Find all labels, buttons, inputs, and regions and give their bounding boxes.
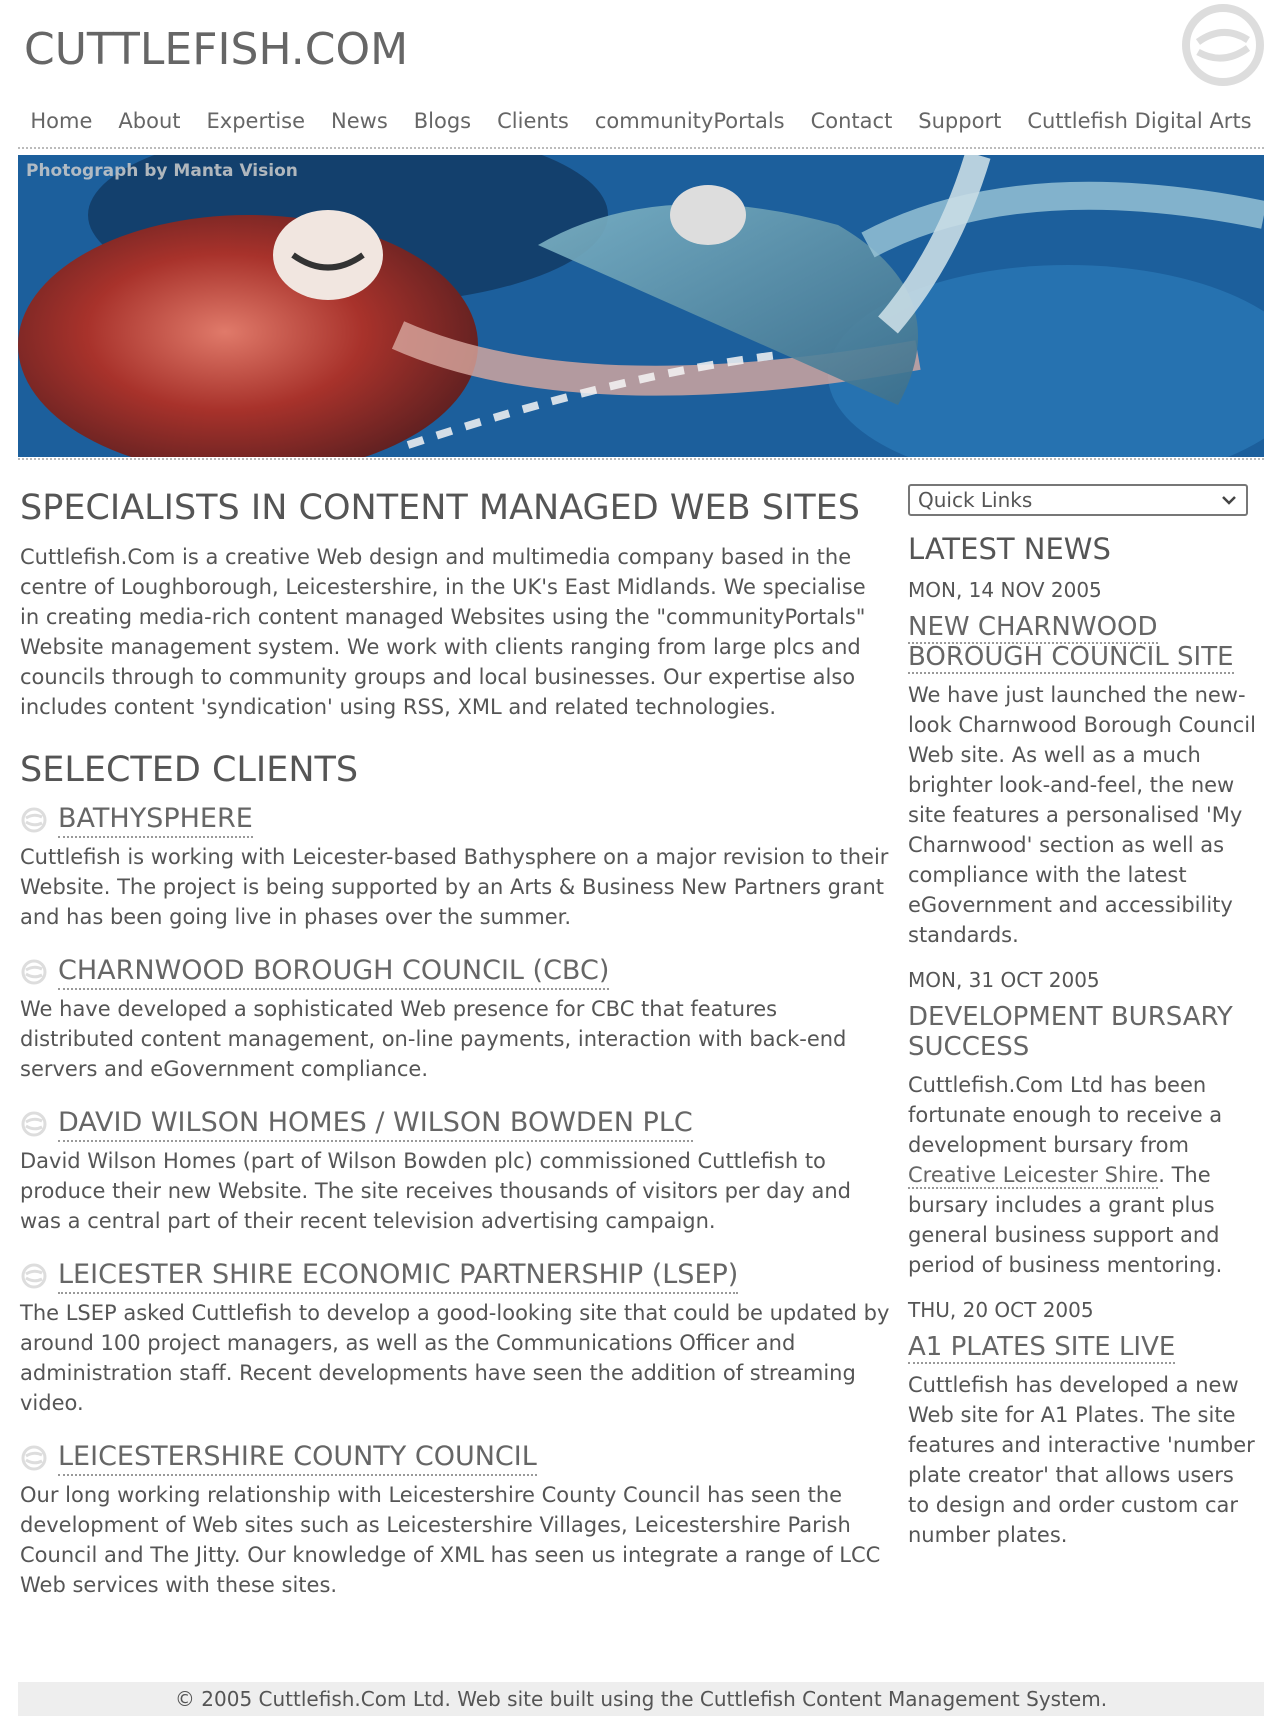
news-body-text: Cuttlefish.Com Ltd has been fortunate enough to receive a development bursary from bbox=[908, 1073, 1223, 1157]
banner-divider bbox=[18, 458, 1264, 460]
chevron-down-icon bbox=[1220, 491, 1238, 509]
nav-home[interactable]: Home bbox=[30, 109, 93, 133]
main-nav bbox=[18, 105, 1264, 149]
client-item bbox=[20, 954, 890, 1084]
photo-credit: Photograph by Manta Vision bbox=[26, 161, 298, 181]
client-description: We have developed a sophisticated Web presence for CBC that features distributed content management, on-line payments, interaction with back-end servers and eGovernment compliance. bbox=[20, 997, 847, 1081]
news-body: Cuttlefish has developed a new Web site for A1 Plates. The site features and interactive 'number plate creator' that allows users to design and order custom car number plates. bbox=[908, 1373, 1255, 1547]
news-body: We have just launched the new-look Charnwood Borough Council Web site. As well as a much brighter look-and-feel, the new site features a personalised 'My Charnwood' section as well as compliance with the latest eGovernment and accessibility standards. bbox=[908, 683, 1256, 947]
client-link-bathysphere[interactable]: BATHYSPHERE bbox=[58, 802, 253, 838]
news-date: MON, 31 OCT 2005 bbox=[908, 968, 1100, 992]
quick-links-select[interactable] bbox=[908, 484, 1248, 516]
site-header bbox=[0, 0, 1280, 100]
client-item bbox=[20, 802, 890, 932]
hero-banner bbox=[18, 155, 1264, 457]
quick-links-label: Quick Links bbox=[918, 488, 1033, 512]
nav-blogs[interactable]: Blogs bbox=[413, 109, 472, 133]
client-item bbox=[20, 1106, 890, 1236]
client-description: Our long working relationship with Leicestershire County Council has seen the development of Web sites such as Leicestershire Villages, Leicestershire Parish Council and The Jitty. Our knowledge of XML has seen us integrate a range of LCC Web services with these sites. bbox=[20, 1483, 881, 1597]
news-item bbox=[908, 968, 1260, 1280]
client-description: The LSEP asked Cuttlefish to develop a good-looking site that could be updated by around 100 project managers, as well as the Communications Officer and administration staff. Recent developments have seen the addition of streaming video. bbox=[20, 1301, 890, 1415]
client-link-lsep[interactable]: LEICESTER SHIRE ECONOMIC PARTNERSHIP (LSEP) bbox=[58, 1258, 738, 1294]
news-item bbox=[908, 578, 1260, 950]
nav-about[interactable]: About bbox=[118, 109, 181, 133]
cuttlefish-photo bbox=[18, 155, 1264, 457]
news-title-link[interactable]: A1 PLATES SITE LIVE bbox=[908, 1332, 1176, 1362]
client-link-leicestershire-cc[interactable]: LEICESTERSHIRE COUNTY COUNCIL bbox=[58, 1440, 537, 1476]
cuttlefish-bullet-icon bbox=[20, 1110, 48, 1138]
news-date: MON, 14 NOV 2005 bbox=[908, 578, 1102, 602]
nav-expertise[interactable]: Expertise bbox=[206, 109, 306, 133]
news-body-text: . The bursary includes a grant plus general business support and period of business mentoring. bbox=[908, 1163, 1223, 1277]
client-description: David Wilson Homes (part of Wilson Bowden plc) commissioned Cuttlefish to produce their new Website. The site receives thousands of visitors per day and was a central part of their recent television advertising campaign. bbox=[20, 1149, 851, 1233]
client-item bbox=[20, 1440, 890, 1600]
client-link-cbc[interactable]: CHARNWOOD BOROUGH COUNCIL (CBC) bbox=[58, 954, 609, 990]
clients-heading: SELECTED CLIENTS bbox=[20, 750, 359, 790]
nav-support[interactable]: Support bbox=[918, 109, 1002, 133]
client-description: Cuttlefish is working with Leicester-based Bathysphere on a major revision to their Website. The project is being supported by an Arts & Business New Partners grant and has been going live in phases over the summer. bbox=[20, 845, 889, 929]
intro-text: Cuttlefish.Com is a creative Web design and multimedia company based in the centre of Loughborough, Leicestershire, in the UK's East Midlands. We specialise in creating media-rich content managed Websites using the "communityPortals" Website management system. We work with clients ranging from large plcs and councils through to community groups and local businesses. Our expertise also includes content 'syndication' using RSS, XML and related technologies. bbox=[20, 545, 866, 719]
page-title: SPECIALISTS IN CONTENT MANAGED WEB SITES bbox=[20, 488, 860, 528]
news-body bbox=[908, 1070, 1260, 1280]
footer: © 2005 Cuttlefish.Com Ltd. Web site built using the Cuttlefish Content Management System. bbox=[18, 1682, 1264, 1716]
creative-leicester-shire-link[interactable]: Creative Leicester Shire bbox=[908, 1163, 1159, 1187]
news-date: THU, 20 OCT 2005 bbox=[908, 1298, 1094, 1322]
news-title: DEVELOPMENT BURSARY SUCCESS bbox=[908, 1002, 1233, 1062]
cuttlefish-bullet-icon bbox=[20, 1444, 48, 1472]
cuttlefish-bullet-icon bbox=[20, 958, 48, 986]
nav-community-portals[interactable]: communityPortals bbox=[594, 109, 785, 133]
news-title-link[interactable]: NEW CHARNWOOD BOROUGH COUNCIL SITE bbox=[908, 612, 1234, 672]
cuttlefish-bullet-icon bbox=[20, 1262, 48, 1290]
latest-news-heading: LATEST NEWS bbox=[908, 532, 1111, 566]
main-content bbox=[20, 488, 890, 1622]
nav-digital-arts[interactable]: Cuttlefish Digital Arts bbox=[1027, 109, 1252, 133]
cuttlefish-logo-icon[interactable] bbox=[1180, 2, 1266, 88]
client-item bbox=[20, 1258, 890, 1418]
client-link-david-wilson-homes[interactable]: DAVID WILSON HOMES / WILSON BOWDEN PLC bbox=[58, 1106, 693, 1142]
site-title[interactable]: CUTTLEFISH.COM bbox=[24, 24, 409, 75]
news-title[interactable] bbox=[908, 612, 1260, 672]
nav-news[interactable]: News bbox=[331, 109, 388, 133]
news-title[interactable] bbox=[908, 1332, 1260, 1362]
nav-clients[interactable]: Clients bbox=[497, 109, 569, 133]
sidebar bbox=[908, 484, 1260, 1568]
cuttlefish-bullet-icon bbox=[20, 806, 48, 834]
nav-contact[interactable]: Contact bbox=[810, 109, 893, 133]
news-item bbox=[908, 1298, 1260, 1550]
